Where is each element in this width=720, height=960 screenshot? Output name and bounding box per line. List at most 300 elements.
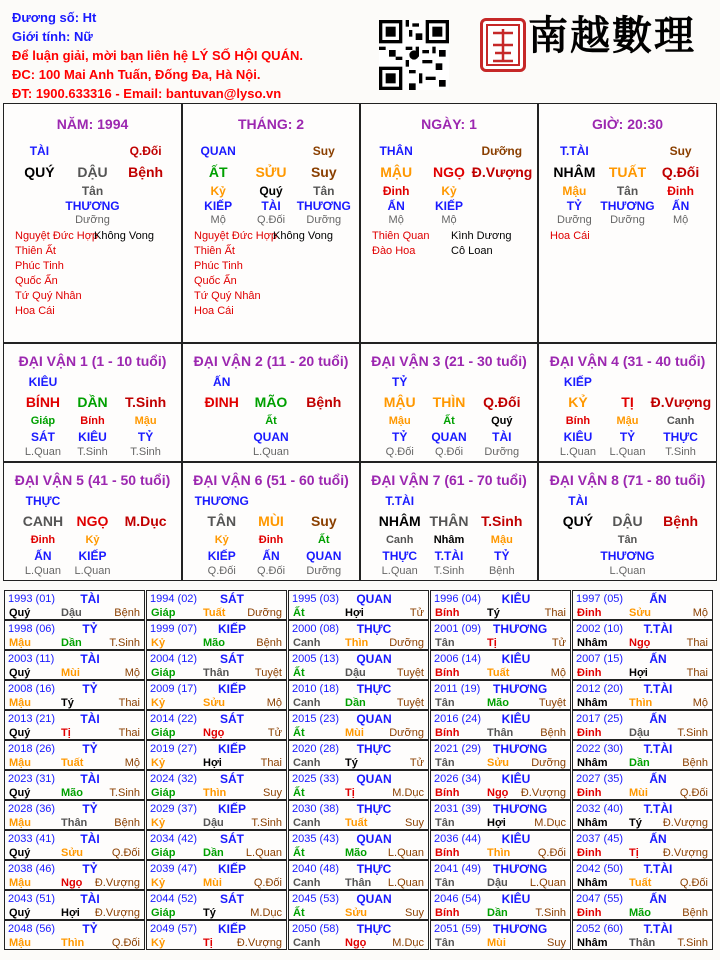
pillar-top-item: THÂN — [379, 144, 413, 158]
dai-van-title: ĐẠI VẬN 1 (1 - 10 tuổi) — [18, 353, 167, 369]
year-cell — [146, 650, 287, 680]
year-phase: Suy — [405, 907, 424, 919]
year-phase: Tử — [551, 637, 566, 649]
year-stem: Đinh — [577, 847, 602, 859]
year-stem: Nhâm — [577, 937, 608, 949]
year-god: QUAN — [356, 832, 392, 846]
pillar-row-top — [4, 144, 181, 160]
dai-van-row-life — [4, 446, 181, 462]
year-cell — [146, 890, 287, 920]
year-label: 2004 (12) — [150, 653, 198, 665]
dai-van-gods-item: ẤN — [262, 549, 280, 563]
year-phase: M.Dục — [250, 907, 282, 919]
year-label: 2041 (49) — [434, 863, 482, 875]
year-god: TÀI — [80, 892, 100, 906]
year-god: KIẾP — [217, 622, 246, 636]
year-label: 2031 (39) — [434, 803, 482, 815]
dai-van-life-item: L.Quan — [609, 446, 646, 458]
year-label: 1996 (04) — [434, 593, 482, 605]
special-stars-left — [15, 229, 98, 319]
year-cell — [146, 770, 287, 800]
dai-van-gods-item: ẤN — [34, 549, 52, 563]
year-cell — [430, 590, 571, 620]
seal-stamp-icon — [480, 18, 526, 72]
pillar-life-item: Dưỡng — [610, 214, 645, 226]
special-stars-right — [94, 229, 154, 244]
dai-van-mid-item: TỊ — [621, 394, 634, 410]
year-stem: Ất — [293, 607, 305, 619]
year-phase: Thai — [686, 637, 708, 649]
year-phase: Đ.Vượng — [520, 787, 566, 799]
pillar-gods-item: ẤN — [387, 199, 405, 213]
year-branch: Tý — [629, 817, 642, 829]
pillar-hidden-item: Kỷ — [210, 184, 226, 198]
year-god: TÀI — [80, 652, 100, 666]
dai-van-row-hidden — [539, 534, 716, 550]
year-cell — [430, 650, 571, 680]
star-label: Nguyệt Đức Hợp — [194, 230, 278, 242]
dai-van-mid-item: Đ.Vượng — [650, 394, 712, 410]
qr-code-icon — [379, 20, 449, 90]
star-label: Tứ Quý Nhân — [15, 290, 82, 302]
pillar-mid-item: Q.Đối — [661, 164, 700, 180]
year-stem: Quý — [9, 667, 31, 679]
year-phase: Suy — [263, 787, 282, 799]
year-stem: Nhâm — [577, 817, 608, 829]
year-god: ẤN — [649, 772, 667, 786]
year-branch: Tý — [345, 757, 358, 769]
year-phase: Đ.Vượng — [662, 817, 708, 829]
year-cell — [572, 770, 713, 800]
dai-van-life-item: L.Quan — [252, 446, 290, 458]
year-cell — [4, 710, 145, 740]
year-phase: Tuyệt — [396, 667, 424, 679]
pillar-top-item: Suy — [312, 144, 335, 158]
dai-van-row-mid — [361, 394, 537, 410]
year-stem: Bính — [435, 847, 460, 859]
pillar-mid-item: QUÝ — [24, 164, 55, 180]
dai-van-top: TÀI — [568, 494, 588, 508]
dai-van-title: ĐẠI VẬN 6 (51 - 60 tuổi) — [193, 472, 349, 488]
header-info — [12, 8, 372, 103]
year-god: QUAN — [356, 652, 392, 666]
year-cell — [4, 890, 145, 920]
pillar-gods-item: KIẾP — [434, 199, 463, 213]
dai-van-mid-item: M.Dục — [124, 513, 167, 529]
year-cell — [288, 830, 429, 860]
year-phase: Tuyệt — [254, 667, 282, 679]
year-phase: Thai — [118, 727, 140, 739]
dai-van-hidden-item: Kỷ — [85, 534, 100, 546]
pillar-life-item: Mộ — [672, 214, 689, 226]
special-stars-left — [372, 229, 429, 259]
dai-van-life-item: L.Quan — [559, 446, 596, 458]
year-phase: Mộ — [124, 667, 140, 679]
year-branch: Mùi — [487, 937, 506, 949]
year-cell — [288, 920, 429, 950]
year-branch: Sửu — [61, 847, 84, 859]
year-cell — [4, 860, 145, 890]
pillar-row-gods — [539, 199, 716, 215]
year-stem: Quý — [9, 847, 31, 859]
year-cell — [146, 920, 287, 950]
year-stem: Kỷ — [151, 877, 166, 889]
dai-van-mid-item: T.Sinh — [124, 394, 167, 410]
dai-van-hidden-item: Nhâm — [433, 534, 465, 546]
year-label: 1998 (06) — [8, 623, 56, 635]
dai-van-mid-item: TÂN — [207, 513, 237, 529]
pillar-mid-item: MẬU — [380, 164, 413, 180]
dai-van-row-hidden — [183, 415, 359, 431]
year-label: 2043 (51) — [8, 893, 56, 905]
year-god: KIÊU — [501, 832, 531, 846]
year-stem: Mậu — [9, 937, 31, 949]
year-label: 2021 (29) — [434, 743, 482, 755]
dai-van-row-hidden — [4, 534, 181, 550]
year-phase: M.Dục — [534, 817, 566, 829]
year-phase: Mộ — [124, 757, 140, 769]
pillar-gods-item: THƯƠNG — [296, 199, 351, 213]
year-god: KIẾP — [217, 922, 246, 936]
year-stem: Canh — [293, 877, 321, 889]
year-stem: Giáp — [151, 787, 176, 799]
dai-van-mid-item: THÂN — [429, 513, 469, 529]
year-stem: Kỷ — [151, 757, 166, 769]
dai-van-title: ĐẠI VẬN 5 (41 - 50 tuổi) — [14, 472, 171, 488]
year-cell — [572, 710, 713, 740]
year-label: 2015 (23) — [292, 713, 340, 725]
year-stem: Mậu — [9, 757, 31, 769]
star-label: Quốc Ấn — [194, 275, 237, 287]
dai-van-row-mid — [4, 513, 181, 529]
year-cell — [4, 920, 145, 950]
year-branch: Tị — [61, 727, 71, 739]
year-cell — [146, 590, 287, 620]
year-branch: Mùi — [629, 787, 648, 799]
star-label: Kình Dương — [451, 230, 512, 242]
year-cell — [288, 710, 429, 740]
year-phase: Mộ — [550, 667, 566, 679]
year-cell — [4, 650, 145, 680]
pillar-hidden-item: Tân — [616, 184, 639, 198]
year-god: SÁT — [220, 772, 244, 786]
year-god: THỰC — [356, 622, 392, 636]
year-branch: Sửu — [345, 907, 368, 919]
year-phase: Tử — [409, 607, 424, 619]
year-phase: Thai — [544, 607, 566, 619]
year-stem: Canh — [293, 817, 321, 829]
year-god: ẤN — [649, 832, 667, 846]
pillar-row-life — [4, 214, 181, 230]
pillar-row-hidden — [361, 184, 537, 200]
star-label: Nguyệt Đức Hợp — [15, 230, 99, 242]
dai-van-top: T.TÀI — [385, 494, 415, 508]
year-god: T.TÀI — [643, 862, 673, 876]
year-label: 1999 (07) — [150, 623, 198, 635]
year-cell — [430, 710, 571, 740]
pillar-row-top — [183, 144, 359, 160]
dai-van-life-item: T.Sinh — [130, 446, 161, 458]
year-phase: Q.Đối — [111, 847, 140, 859]
contact-note: Để luận giải, mời bạn liên hệ LÝ SỐ HỘI QUÁN. — [12, 48, 303, 63]
dai-van-gods-item: KIÊU — [78, 430, 107, 444]
year-stem: Mậu — [9, 697, 31, 709]
dai-van-title: ĐẠI VẬN 7 (61 - 70 tuổi) — [371, 472, 527, 488]
year-label: 2018 (26) — [8, 743, 56, 755]
dai-van-mid-item: DẦN — [77, 394, 108, 410]
year-god: THỰC — [356, 862, 392, 876]
dai-van-gods-item: TỶ — [494, 549, 510, 563]
dai-van-row-top — [361, 375, 537, 391]
year-branch: Tị — [203, 937, 213, 949]
year-phase: Bệnh — [114, 607, 140, 619]
year-label: 2017 (25) — [576, 713, 624, 725]
year-branch: Tị — [629, 847, 639, 859]
pillar-hidden-item: Tân — [313, 184, 335, 198]
year-branch: Tuất — [203, 607, 226, 619]
year-label: 2035 (43) — [292, 833, 340, 845]
year-cell — [146, 710, 287, 740]
pillar-top-item: Dưỡng — [481, 144, 523, 158]
year-branch: Sửu — [629, 607, 652, 619]
year-god: SÁT — [220, 832, 244, 846]
dai-van-row-top — [183, 494, 359, 510]
year-stem: Đinh — [577, 907, 602, 919]
year-cell — [4, 590, 145, 620]
pillar-row-gods — [183, 199, 359, 215]
year-god: KIÊU — [501, 892, 531, 906]
star-label: Thiên Ất — [194, 245, 235, 257]
year-phase: Đ.Vượng — [662, 847, 708, 859]
pillar-hidden-item: Quý — [259, 184, 283, 198]
pillar-row-mid — [183, 164, 359, 180]
dai-van-mid-item: BÍNH — [25, 394, 61, 410]
year-phase: L.Quan — [245, 847, 282, 859]
year-phase: Bệnh — [256, 637, 282, 649]
year-label: 1995 (03) — [292, 593, 340, 605]
year-god: SÁT — [220, 652, 244, 666]
year-cell — [572, 680, 713, 710]
year-phase: Mộ — [266, 697, 282, 709]
year-god: THƯƠNG — [493, 682, 548, 696]
gender: Giới tính: Nữ — [12, 29, 93, 44]
year-label: 2007 (15) — [576, 653, 624, 665]
year-phase: T.Sinh — [109, 787, 140, 799]
dai-van-mid-item: ĐINH — [204, 394, 239, 410]
year-stem: Giáp — [151, 847, 176, 859]
pillar-hidden-item: Đinh — [382, 184, 410, 198]
year-god: KIÊU — [501, 592, 531, 606]
pillar-row-hidden — [4, 184, 181, 200]
star-label: Phúc Tinh — [15, 260, 64, 272]
year-stem: Giáp — [151, 667, 176, 679]
year-god: KIẾP — [217, 862, 246, 876]
year-stem: Bính — [435, 607, 460, 619]
dai-van-hidden-item: Bính — [565, 415, 591, 427]
dai-van-1 — [3, 343, 182, 462]
dai-van-mid-item: Q.Đối — [483, 394, 521, 410]
year-phase: Thai — [686, 667, 708, 679]
pillar-title: THÁNG: 2 — [237, 116, 305, 132]
year-branch: Dậu — [487, 877, 508, 889]
year-cell — [146, 620, 287, 650]
pillar-gods-item: TỶ — [566, 199, 583, 213]
pillar-life-item: Dưỡng — [75, 214, 110, 226]
year-stem: Ất — [293, 907, 305, 919]
dai-van-row-hidden — [4, 415, 181, 431]
year-label: 2013 (21) — [8, 713, 56, 725]
dai-van-3 — [360, 343, 538, 462]
pillar-row-mid — [4, 164, 181, 180]
year-label: 2011 (19) — [434, 683, 481, 695]
year-stem: Canh — [293, 637, 321, 649]
year-cell — [430, 770, 571, 800]
year-god: TÀI — [80, 832, 100, 846]
year-branch: Tị — [345, 787, 355, 799]
brand-logo: 南越數理 — [528, 12, 696, 59]
year-stem: Giáp — [151, 607, 176, 619]
pillar-hidden-item: Kỷ — [441, 184, 457, 198]
year-label: 2030 (38) — [292, 803, 340, 815]
dai-van-6 — [182, 462, 360, 581]
dai-van-top: KIẾP — [563, 375, 592, 389]
star-label: Đào Hoa — [372, 245, 416, 257]
year-stem: Ất — [293, 847, 305, 859]
year-cell — [430, 620, 571, 650]
year-god: ẤN — [649, 592, 667, 606]
dai-van-life-item: Q.Đối — [256, 565, 286, 577]
year-cell — [4, 620, 145, 650]
pillar-row-life — [539, 214, 716, 230]
year-cell — [572, 860, 713, 890]
year-cell — [146, 800, 287, 830]
pillar-mid-item: NGỌ — [433, 164, 465, 180]
pillar-mid-item: ẤT — [208, 164, 228, 180]
year-label: 1993 (01) — [8, 593, 56, 605]
year-phase: Bệnh — [682, 757, 708, 769]
pillar-mid-item: TUẤT — [608, 164, 647, 180]
year-branch: Mão — [61, 787, 83, 799]
year-branch: Thân — [629, 937, 656, 949]
dai-van-row-hidden — [361, 415, 537, 431]
year-stem: Canh — [293, 757, 321, 769]
dai-van-life-item: L.Quan — [381, 565, 418, 577]
owner-name: Đương số: Ht — [12, 10, 97, 25]
star-label: Quốc Ấn — [15, 275, 58, 287]
year-branch: Thìn — [61, 937, 85, 949]
year-label: 2033 (41) — [8, 833, 56, 845]
year-branch: Dần — [487, 907, 508, 919]
year-stem: Kỷ — [151, 697, 166, 709]
year-phase: T.Sinh — [677, 937, 708, 949]
dai-van-row-hidden — [539, 415, 716, 431]
year-label: 2039 (47) — [150, 863, 198, 875]
dai-van-row-mid — [539, 513, 716, 529]
dai-van-top: ẤN — [213, 375, 231, 389]
year-phase: Suy — [547, 937, 566, 949]
dai-van-mid-item: MÃO — [254, 394, 288, 410]
dai-van-gods-item: TỶ — [619, 430, 636, 444]
year-god: THỰC — [356, 682, 392, 696]
dai-van-row-top — [539, 494, 716, 510]
year-label: 1994 (02) — [150, 593, 198, 605]
seal-glyph-icon — [483, 21, 523, 69]
pillar-1 — [3, 103, 182, 343]
year-label: 2012 (20) — [576, 683, 624, 695]
year-branch: Sửu — [487, 757, 510, 769]
year-cell — [288, 890, 429, 920]
year-god: ẤN — [649, 712, 667, 726]
year-label: 2023 (31) — [8, 773, 56, 785]
dai-van-row-hidden — [183, 534, 359, 550]
year-stem: Nhâm — [577, 697, 608, 709]
year-god: TÀI — [80, 592, 100, 606]
year-label: 2026 (34) — [434, 773, 482, 785]
star-label: Thiên Quan — [372, 230, 430, 242]
year-phase: Q.Đối — [679, 877, 708, 889]
dai-van-row-hidden — [361, 534, 537, 550]
year-branch: Dậu — [345, 667, 366, 679]
year-branch: Tý — [487, 607, 500, 619]
pillar-life-item: Q.Đối — [256, 214, 286, 226]
year-phase: Đ.Vượng — [94, 907, 140, 919]
year-branch: Tý — [203, 907, 216, 919]
year-stem: Nhâm — [577, 757, 608, 769]
dai-van-row-mid — [539, 394, 716, 410]
dai-van-gods-item: QUAN — [431, 430, 467, 444]
dai-van-row-top — [539, 375, 716, 391]
dai-van-mid-item: THÌN — [432, 394, 466, 410]
dai-van-row-gods — [539, 549, 716, 565]
year-cell — [430, 680, 571, 710]
year-cell — [288, 770, 429, 800]
dai-van-life-item: Q.Đối — [434, 446, 464, 458]
year-cell — [430, 890, 571, 920]
dai-van-gods-item: THỰC — [382, 549, 418, 563]
year-stem: Kỷ — [151, 637, 166, 649]
year-label: 2034 (42) — [150, 833, 198, 845]
dai-van-row-top — [4, 375, 181, 391]
year-label: 2016 (24) — [434, 713, 482, 725]
star-label: Tứ Quý Nhân — [194, 290, 261, 302]
year-phase: Đ.Vượng — [94, 877, 140, 889]
dai-van-hidden-item: Đinh — [258, 534, 284, 546]
pillar-3 — [360, 103, 538, 343]
dai-van-hidden-item: Tân — [617, 534, 638, 546]
pillar-hidden-item: Đinh — [667, 184, 694, 198]
pillar-life-item: Dưỡng — [306, 214, 342, 226]
year-phase: M.Dục — [392, 937, 424, 949]
year-stem: Quý — [9, 607, 31, 619]
year-god: THƯƠNG — [493, 742, 548, 756]
year-branch: Tị — [487, 637, 497, 649]
dai-van-row-life — [361, 565, 537, 581]
star-label: Không Vong — [273, 230, 333, 242]
year-stem: Đinh — [577, 667, 602, 679]
dai-van-life-item: L.Quan — [74, 565, 111, 577]
pillar-row-mid — [539, 164, 716, 180]
dai-van-mid-item: DẬU — [612, 513, 643, 529]
dai-van-top: THỰC — [25, 494, 61, 508]
dai-van-mid-item: KỶ — [568, 394, 588, 410]
year-label: 2028 (36) — [8, 803, 56, 815]
year-phase: Q.Đối — [111, 937, 140, 949]
year-phase: Bệnh — [682, 907, 708, 919]
pillar-4 — [538, 103, 717, 343]
year-stem: Quý — [9, 787, 31, 799]
year-label: 2048 (56) — [8, 923, 56, 935]
pillar-mid-item: DẬU — [77, 164, 108, 180]
